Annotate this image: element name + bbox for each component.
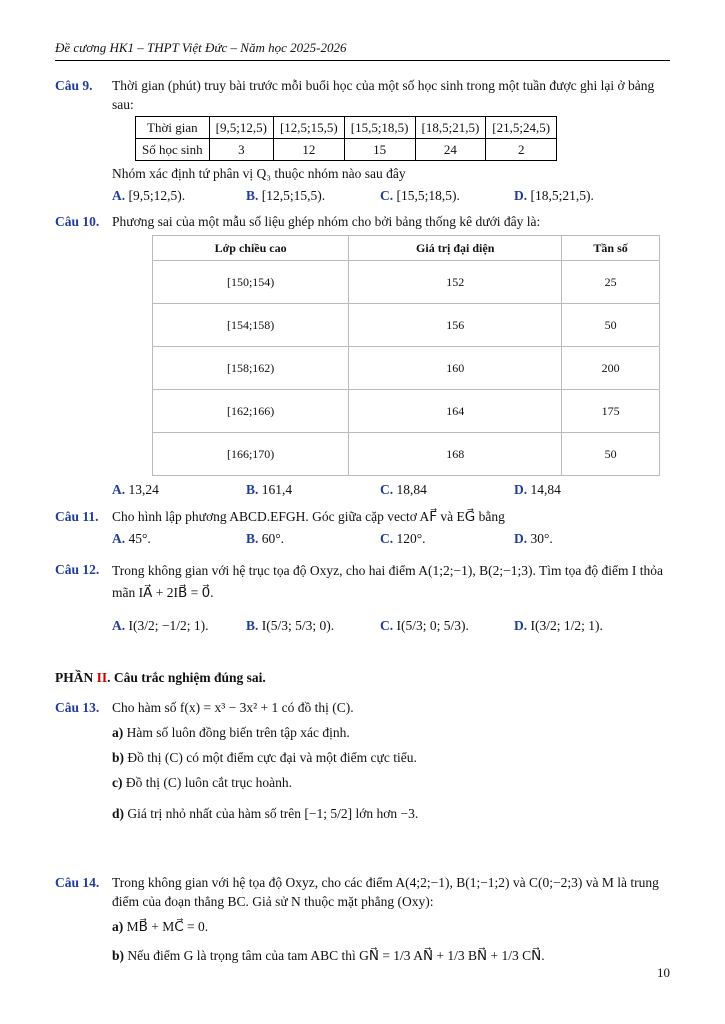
question-9 — [55, 76, 675, 205]
question-number: Câu 13. — [55, 700, 100, 715]
page-number: 10 — [657, 965, 670, 980]
question-10 — [55, 212, 675, 499]
answer-options — [112, 186, 675, 205]
question-text: Cho hàm số f(x) = x³ − 3x² + 1 có đồ thị (C). — [112, 700, 354, 715]
question-11 — [55, 507, 675, 548]
question-text: Phương sai của một mẫu số liệu ghép nhóm cho bởi bảng thống kê dưới đây là: — [112, 214, 541, 229]
table-cell: 50 — [562, 433, 660, 476]
table-cell: 50 — [562, 304, 660, 347]
question-number: Câu 9. — [55, 78, 93, 93]
option-c[interactable]: C. 120°. — [380, 531, 426, 546]
frequency-table — [135, 116, 557, 161]
option-c[interactable]: C. I(5/3; 0; 5/3). — [380, 618, 469, 633]
table-cell: 160 — [349, 347, 562, 390]
table-header: Lớp chiều cao — [153, 236, 349, 261]
answer-options — [112, 480, 675, 499]
question-number: Câu 12. — [55, 562, 100, 577]
question-text: Thời gian (phút) truy bài trước mỗi buổi học của một số học sinh trong một tuần được ghi lại ở bảng sau: — [112, 78, 655, 112]
table-cell: Số học sinh — [136, 139, 210, 161]
statement-a: a) MB⃗ + MC⃗ = 0. — [112, 919, 209, 934]
statement-a: a) Hàm số luôn đồng biến trên tập xác định. — [112, 725, 350, 740]
table-cell: 3 — [209, 139, 273, 161]
table-cell: [15,5;18,5) — [344, 117, 415, 139]
table-cell: 25 — [562, 261, 660, 304]
option-c[interactable]: C. [15,5;18,5). — [380, 188, 460, 203]
statement-d: d) Giá trị nhỏ nhất của hàm số trên [−1; 5/2] lớn hơn −3. — [112, 806, 419, 821]
table-cell: 152 — [349, 261, 562, 304]
option-a[interactable]: A. [9,5;12,5). — [112, 188, 186, 203]
table-cell: Thời gian — [136, 117, 210, 139]
option-a[interactable]: A. 45°. — [112, 531, 151, 546]
question-13 — [55, 698, 675, 823]
table-cell: 15 — [344, 139, 415, 161]
option-b[interactable]: B. 60°. — [246, 531, 285, 546]
table-cell: [150;154) — [153, 261, 349, 304]
option-d[interactable]: D. I(3/2; 1/2; 1). — [514, 618, 603, 633]
section-title: PHẦN II. Câu trắc nghiệm đúng sai. — [55, 670, 266, 685]
option-b[interactable]: B. I(5/3; 5/3; 0). — [246, 618, 335, 633]
statement-b: b) Nếu điểm G là trọng tâm của tam ABC thì GN⃗ = 1/3 AN⃗ + 1/3 BN⃗ + 1/3 CN⃗. — [112, 948, 545, 963]
question-text: Trong không gian với hệ tọa độ Oxyz, cho các điểm A(4;2;−1), B(1;−1;2) và C(0;−2;3) và M là trung điểm của đoạn thẳng BC. Giả sử N thuộc mặt phẳng (Oxy): — [112, 875, 659, 909]
statement-c: c) Đồ thị (C) luôn cắt trục hoành. — [112, 775, 292, 790]
table-cell: [154;158) — [153, 304, 349, 347]
table-cell: 156 — [349, 304, 562, 347]
table-cell: [18,5;21,5) — [415, 117, 486, 139]
option-d[interactable]: D. 14,84 — [514, 482, 561, 497]
question-12 — [55, 560, 675, 635]
answer-options — [112, 616, 675, 635]
statement-b: b) Đồ thị (C) có một điểm cực đại và một điểm cực tiểu. — [112, 750, 417, 765]
question-text: Trong không gian với hệ trục tọa độ Oxyz, cho hai điểm A(1;2;−1), B(2;−1;3). Tìm tọa độ điểm I thỏa mãn IA⃗ + 2IB⃗ = 0⃗. — [112, 563, 664, 600]
table-cell: 164 — [349, 390, 562, 433]
option-c[interactable]: C. 18,84 — [380, 482, 427, 497]
table-cell: 175 — [562, 390, 660, 433]
statistics-table — [152, 235, 660, 476]
table-cell: 168 — [349, 433, 562, 476]
table-cell: [21,5;24,5) — [486, 117, 557, 139]
option-b[interactable]: B. 161,4 — [246, 482, 293, 497]
table-cell: [12,5;15,5) — [273, 117, 344, 139]
table-cell: 12 — [273, 139, 344, 161]
table-cell: 200 — [562, 347, 660, 390]
option-a[interactable]: A. I(3/2; −1/2; 1). — [112, 618, 209, 633]
option-d[interactable]: D. 30°. — [514, 531, 553, 546]
table-header: Tần số — [562, 236, 660, 261]
table-cell: [9,5;12,5) — [209, 117, 273, 139]
question-text: Cho hình lập phương ABCD.EFGH. Góc giữa cặp vectơ AF⃗ và EG⃗ bằng — [112, 509, 505, 524]
question-number: Câu 11. — [55, 509, 99, 524]
question-14 — [55, 873, 675, 965]
option-d[interactable]: D. [18,5;21,5). — [514, 188, 594, 203]
question-number: Câu 14. — [55, 875, 100, 890]
page-header: Đề cương HK1 – THPT Việt Đức – Năm học 2025-2026 — [55, 40, 670, 61]
question-prompt: Nhóm xác định tứ phân vị Q₃ thuộc nhóm nào sau đây — [112, 166, 406, 181]
table-cell: [158;162) — [153, 347, 349, 390]
answer-options — [112, 529, 675, 548]
table-cell: [166;170) — [153, 433, 349, 476]
table-header: Giá trị đại diện — [349, 236, 562, 261]
table-cell: 2 — [486, 139, 557, 161]
question-number: Câu 10. — [55, 214, 100, 229]
table-cell: [162;166) — [153, 390, 349, 433]
option-b[interactable]: B. [12,5;15,5). — [246, 188, 326, 203]
table-cell: 24 — [415, 139, 486, 161]
option-a[interactable]: A. 13,24 — [112, 482, 159, 497]
